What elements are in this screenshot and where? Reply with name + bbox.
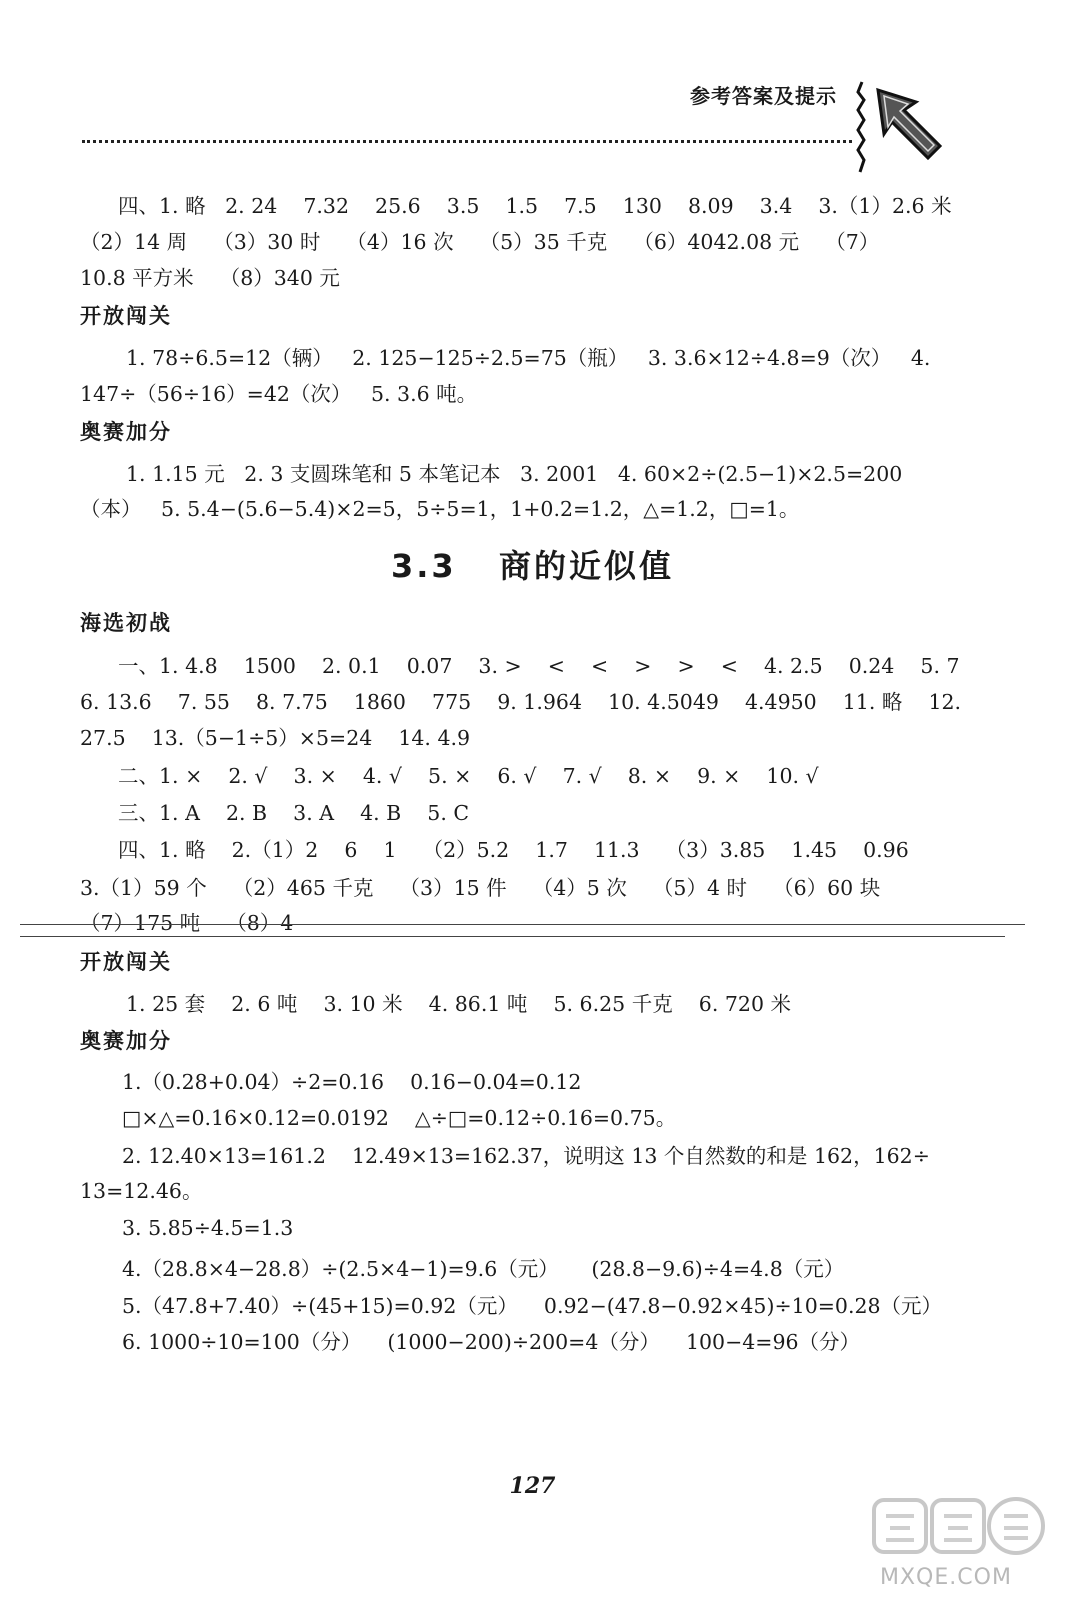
answer-line: 1. 78÷6.5=12（辆） 2. 125−125÷2.5=75（瓶） 3. 3.6×12÷4.8=9（次） 4. (126, 346, 931, 370)
header-title: 参考答案及提示 (690, 84, 837, 108)
section-heading: 海选初战 (80, 611, 172, 635)
answer-line: 6. 13.6 7. 55 8. 7.75 1860 775 9. 1.964 10. 4.5049 4.4950 11. 略 12. (80, 690, 962, 714)
answer-line: 3. 5.85÷4.5=1.3 (122, 1216, 294, 1240)
arrow-corner-icon (848, 80, 948, 180)
answer-line: 2. 12.40×13=161.2 12.49×13=162.37，说明这 13 个自然数的和是 162，162÷ (122, 1144, 930, 1168)
answer-line: 4.（28.8×4−28.8）÷(2.5×4−1)=9.6（元） (28.8−9.6)÷4=4.8（元） (122, 1257, 845, 1281)
answer-line: 三、1. A 2. B 3. A 4. B 5. C (118, 801, 470, 825)
answer-line: 二、1. × 2. √ 3. × 4. √ 5. × 6. √ 7. √ 8. × 9. × 10. √ (118, 764, 819, 788)
answer-line: 3.（1）59 个 （2）465 千克 （3）15 件 （4）5 次 （5）4 时 （6）60 块 (80, 876, 881, 900)
answer-line: 147÷（56÷16）=42（次） 5. 3.6 吨。 (80, 382, 478, 406)
answer-line: 四、1. 略 2.（1）2 6 1 （2）5.2 1.7 11.3 （3）3.85 1.45 0.96 (118, 838, 909, 862)
answer-line: 6. 1000÷10=100（分） (1000−200)÷200=4（分） 100−4=96（分） (122, 1330, 861, 1354)
page-number: 127 (509, 1473, 556, 1499)
fold-line (20, 936, 1005, 937)
answer-line: （2）14 周 （3）30 时 （4）16 次 （5）35 千克 （6）4042.08 元 （7） (80, 230, 880, 254)
answer-line: 1. 1.15 元 2. 3 支圆珠笔和 5 本笔记本 3. 2001 4. 60×2÷(2.5−1)×2.5=200 (126, 462, 903, 486)
section-heading: 奥赛加分 (80, 1029, 172, 1053)
answer-line: （7）175 吨 （8）4 (80, 911, 294, 935)
answer-line: （本） 5. 5.4−(5.6−5.4)×2=5，5÷5=1，1+0.2=1.2，△=1.2，□=1。 (80, 497, 800, 521)
answer-line: 13=12.46。 (80, 1179, 203, 1203)
watermark-text: MXQE.COM (880, 1565, 1012, 1590)
answer-line: □×△=0.16×0.12=0.0192 △÷□=0.12÷0.16=0.75。 (122, 1106, 677, 1130)
section-heading: 开放闯关 (80, 304, 172, 328)
answer-line: 四、1. 略 2. 24 7.32 25.6 3.5 1.5 7.5 130 8.09 3.4 3.（1）2.6 米 (118, 194, 952, 218)
answer-line: 5.（47.8+7.40）÷(45+15)=0.92（元） 0.92−(47.8−0.92×45)÷10=0.28（元） (122, 1294, 943, 1318)
chapter-title: 3.3 商的近似值 (390, 547, 675, 585)
answer-line: 一、1. 4.8 1500 2. 0.1 0.07 3. > < < > > < 4. 2.5 0.24 5. 7 (118, 654, 960, 678)
answer-line: 27.5 13.（5−1÷5）×5=24 14. 4.9 (80, 726, 471, 750)
answer-line: 1. 25 套 2. 6 吨 3. 10 米 4. 86.1 吨 5. 6.25 千克 6. 720 米 (126, 992, 792, 1016)
section-heading: 开放闯关 (80, 950, 172, 974)
answer-line: 10.8 平方米 （8）340 元 (80, 266, 340, 290)
answer-line: 1.（0.28+0.04）÷2=0.16 0.16−0.04=0.12 (122, 1070, 582, 1094)
fold-line (20, 924, 1025, 925)
section-heading: 奥赛加分 (80, 420, 172, 444)
header-dotted-rule (82, 140, 852, 143)
